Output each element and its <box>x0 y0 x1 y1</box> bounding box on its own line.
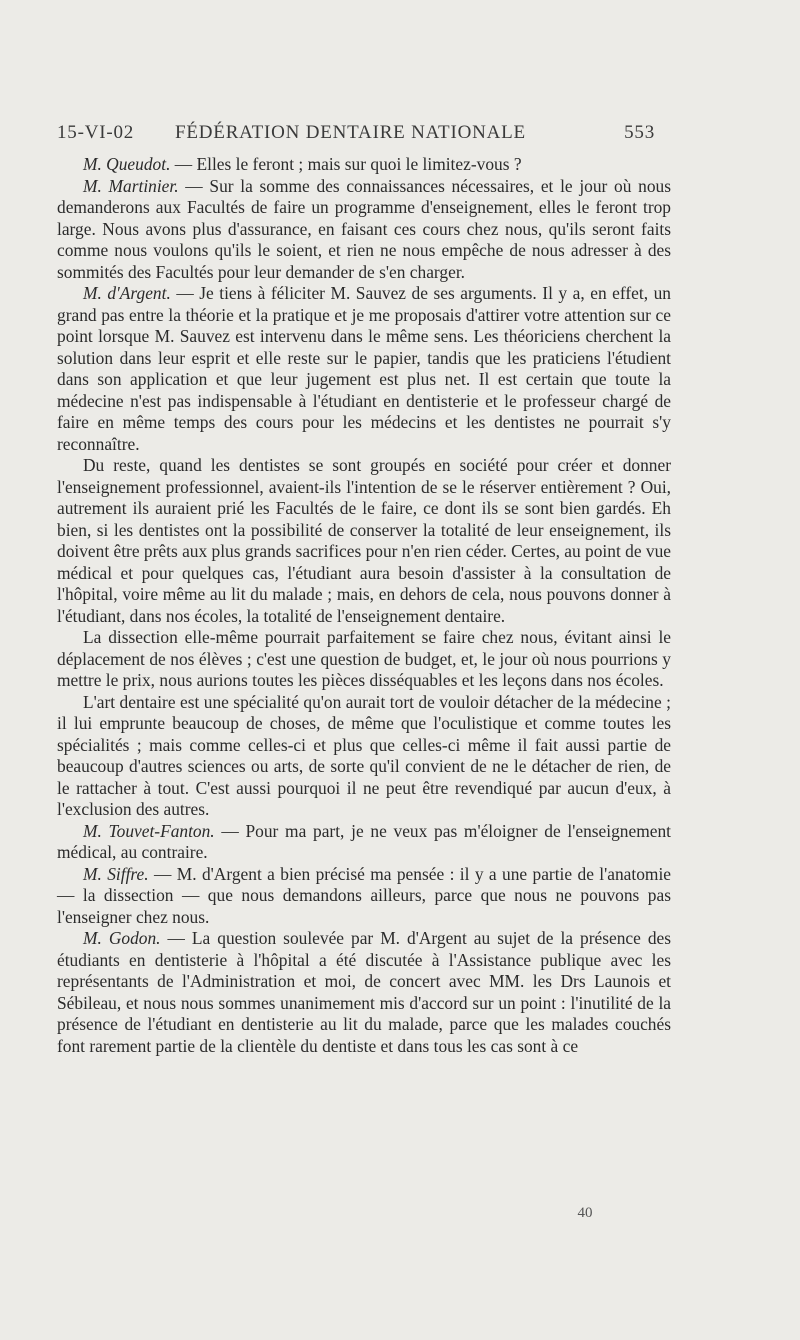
speaker-name: M. Martinier. <box>83 175 179 196</box>
signature-folio: 40 <box>577 1205 593 1221</box>
paragraph <box>57 821 671 864</box>
header-date: 15-VI-02 <box>57 122 135 143</box>
header-title: FÉDÉRATION DENTAIRE NATIONALE <box>175 122 526 143</box>
page-number: 553 <box>624 122 655 143</box>
speaker-name: M. Godon. <box>83 928 161 948</box>
speaker-name: M. Touvet-Fanton. <box>83 820 215 841</box>
paragraph-text: — Elles le feront ; mais sur quoi le limitez-vous ? <box>170 154 522 174</box>
paragraph <box>57 627 671 692</box>
paragraph <box>57 154 671 176</box>
paragraph-text: — M. d'Argent a bien précisé ma pensée : il y a une partie de l'anatomie — la dissection — que nous demandons ailleurs, parce que nous ne pouvons pas l'enseigner chez nous. <box>57 863 671 927</box>
paragraph-text: La dissection elle-même pourrait parfaitement se faire chez nous, évitant ainsi le déplacement de nos élèves ; c'est une question de budget, et, le jour où nous pourrions y mettre le prix, nous aurions toutes les pièces disséquables et les leçons dans nos écoles. <box>57 627 671 690</box>
body-text <box>57 154 671 1057</box>
running-head <box>57 122 655 150</box>
paragraph-text: — Pour ma part, je ne veux pas m'éloigner de l'enseignement médical, au contraire. <box>57 820 671 862</box>
paragraph-text: — Je tiens à féliciter M. Sauvez de ses arguments. Il y a, en effet, un grand pas entre la théorie et la pratique et je me proposais d'attirer votre attention sur ce point lorsque M. Sauvez est intervenu dans le même sens. Les théoriciens cherchent la solution dans leur esprit et elle reste sur le papier, tandis que les praticiens l'étudient dans son application et que leur jugement est plus net. Il est certain que toute la médecine n'est pas indispensable à l'étudiant en dentisterie et le professeur chargé de faire en même temps des cours pour les médecins et les dentistes ne pourrait s'y reconnaître. <box>57 283 671 454</box>
paragraph <box>57 455 671 627</box>
paragraph <box>57 928 671 1057</box>
paragraph <box>57 864 671 929</box>
speaker-name: M. Queudot. <box>83 154 171 174</box>
paragraph <box>57 283 671 455</box>
paragraph-text: L'art dentaire est une spécialité qu'on aurait tort de vouloir détacher de la médecine ; il lui emprunte beaucoup de choses, de même que l'oculistique et comme toutes les spécialités ; mais comme celles-ci et plus que celles-ci même il fait aussi partie de beaucoup d'autres sciences ou arts, de sorte qu'il convient de ne le détacher de rien, de le rattacher à tout. C'est aussi pourquoi il ne peut être revendiqué par aucun d'eux, à l'exclusion des autres. <box>57 691 671 819</box>
paragraph-text: — Sur la somme des connaissances nécessaires, et le jour où nous demanderons aux Facultés de faire un programme d'enseignement, elles le feront trop large. Nous avons plus d'assurance, en faisant ces cours chez nous, qu'ils seront faits comme nous voulons qu'ils le soient, et rien ne nous empêche de nous adresser à des sommités des Facultés pour leur demander de s'en charger. <box>57 175 671 282</box>
paragraph <box>57 176 671 284</box>
paragraph-text: Du reste, quand les dentistes se sont groupés en société pour créer et donner l'enseignement professionnel, avaient-ils l'intention de se le réserver entièrement ? Oui, autrement ils auraient prié les Facultés de le faire, ce dont ils se sont bien gardés. Eh bien, si les dentistes ont la possibilité de conserver la totalité de leur enseignement, ils doivent être prêts aux plus grands sacrifices pour n'en rien céder. Certes, au point de vue médical et pour quelques cas, l'étudiant aura besoin d'assister à la consultation de l'hôpital, voire même au lit du malade ; mais, en dehors de cela, nous pouvons donner à l'étudiant, dans nos écoles, la totalité de l'enseignement dentaire. <box>57 455 672 626</box>
speaker-name: M. d'Argent. <box>83 283 171 303</box>
paragraph <box>57 692 671 821</box>
speaker-name: M. Siffre. <box>83 863 149 884</box>
paragraph-text: — La question soulevée par M. d'Argent au sujet de la présence des étudiants en dentisterie à l'hôpital a été discutée à l'Assistance publique avec les représentants de l'Administration et moi, de concert avec MM. les Drs Launois et Sébileau, et nous nous sommes unanimement mis d'accord sur un point : l'inutilité de la présence de l'étudiant en dentisterie au lit du malade, parce que les malades couchés font rarement partie de la clientèle du dentiste et dans tous les cas sont à ce <box>57 928 672 1056</box>
